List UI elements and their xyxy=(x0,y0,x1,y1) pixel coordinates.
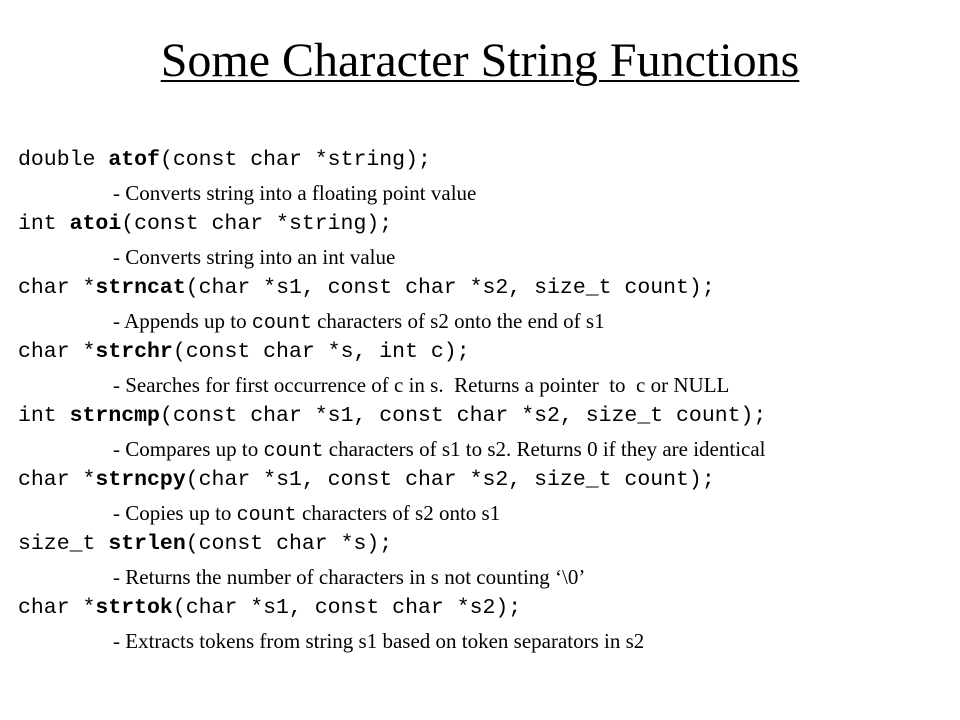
function-description-strtok xyxy=(0,593,960,653)
function-signature-strtok xyxy=(0,560,960,620)
function-name: strncat xyxy=(95,276,186,300)
function-signature-strncpy xyxy=(0,432,960,492)
parameters: (const char *string); xyxy=(159,148,431,172)
inline-code: count xyxy=(251,312,312,335)
function-name: atof xyxy=(108,148,160,172)
parameters: (const char *s, int c); xyxy=(172,340,470,364)
return-type: int xyxy=(18,404,70,428)
function-description-strlen xyxy=(0,529,960,589)
description-text: - Compares up to xyxy=(113,437,264,461)
function-description-atof xyxy=(0,145,960,205)
description-text: characters of s1 to s2. Returns 0 if they are identical xyxy=(323,437,766,461)
function-description-strncpy xyxy=(0,465,960,527)
return-type: char * xyxy=(18,276,96,300)
return-type: char * xyxy=(18,596,96,620)
parameters: (char *s1, const char *s2, size_t count); xyxy=(185,276,715,300)
description: - Searches for first occurrence of c in s. Returns a pointer to c or NULL xyxy=(113,373,730,397)
parameters: (const char *string); xyxy=(121,212,393,236)
function-signature-atof xyxy=(0,112,960,172)
function-signature-strlen xyxy=(0,496,960,556)
inline-code: count xyxy=(236,504,297,527)
parameters: (const char *s); xyxy=(185,532,393,556)
function-signature-strchr xyxy=(0,304,960,364)
description-text: - Copies up to xyxy=(113,501,237,525)
function-signature-strncmp xyxy=(0,368,960,428)
function-name: strtok xyxy=(95,596,173,620)
function-name: atoi xyxy=(69,212,122,236)
function-name: strchr xyxy=(95,340,173,364)
parameters: (char *s1, const char *s2, size_t count); xyxy=(185,468,715,492)
inline-code: count xyxy=(263,440,324,463)
description-text: characters of s2 onto s1 xyxy=(296,501,501,525)
slide-title: Some Character String Functions xyxy=(160,34,800,87)
return-type: double xyxy=(18,148,109,172)
description-text: - Appends up to xyxy=(113,309,252,333)
function-description-strncat xyxy=(0,273,960,335)
description: - Returns the number of characters in s not counting ‘\0’ xyxy=(113,565,586,589)
function-signature-strncat xyxy=(0,240,960,300)
return-type: char * xyxy=(18,468,96,492)
parameters: (char *s1, const char *s2); xyxy=(172,596,522,620)
function-description-strchr xyxy=(0,337,960,397)
return-type: size_t xyxy=(18,532,109,556)
function-name: strncmp xyxy=(69,404,160,428)
return-type: int xyxy=(18,212,70,236)
parameters: (const char *s1, const char *s2, size_t count); xyxy=(159,404,767,428)
function-name: strlen xyxy=(108,532,186,556)
description: - Converts string into an int value xyxy=(113,245,396,269)
return-type: char * xyxy=(18,340,96,364)
function-description-strncmp xyxy=(0,401,960,463)
description-text: characters of s2 onto the end of s1 xyxy=(311,309,605,333)
description: - Converts string into a floating point value xyxy=(113,181,477,205)
function-description-atoi xyxy=(0,209,960,269)
function-signature-atoi xyxy=(0,176,960,236)
description: - Extracts tokens from string s1 based on token separators in s2 xyxy=(113,629,645,653)
function-name: strncpy xyxy=(95,468,186,492)
